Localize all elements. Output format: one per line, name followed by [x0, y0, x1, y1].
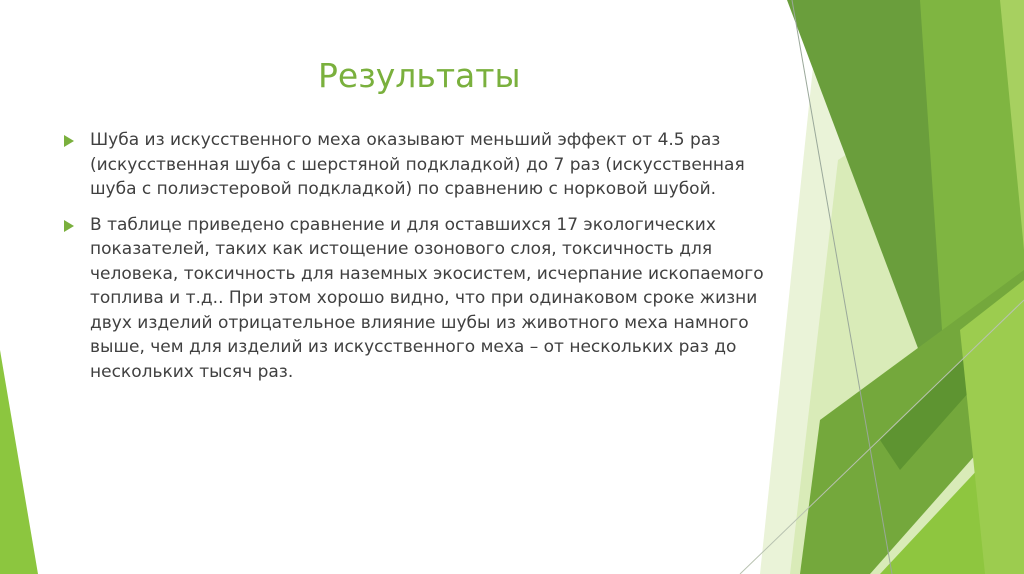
triangle-bullet-icon	[64, 135, 74, 147]
bullet-text-2: В таблице приведено сравнение и для оставшихся 17 экологических показателей, таких как истощение озонового слоя, токсичность для человека, токсичность для наземных экосистем, исчерпание ископаемого топлива и т.д.. При этом хорошо видно, что при одинаковом сроке жизни двух изделий отрицательное влияние шубы из животного меха намного выше, чем для изделий из искусственного меха – от нескольких раз до нескольких тысяч раз.	[90, 214, 764, 382]
slide-title: Результаты	[318, 56, 521, 95]
bullet-list	[64, 128, 784, 395]
triangle-bullet-icon	[64, 220, 74, 232]
bullet-text-1: Шуба из искусственного меха оказывают меньший эффект от 4.5 раз (искусственная шуба с шерстяной подкладкой) до 7 раз (искусственная шуба с полиэстеровой подкладкой) по сравнению с норковой шубой.	[90, 130, 745, 199]
bullet-item-1	[64, 128, 784, 202]
left-green-sliver	[0, 350, 38, 574]
bullet-item-2	[64, 213, 784, 385]
